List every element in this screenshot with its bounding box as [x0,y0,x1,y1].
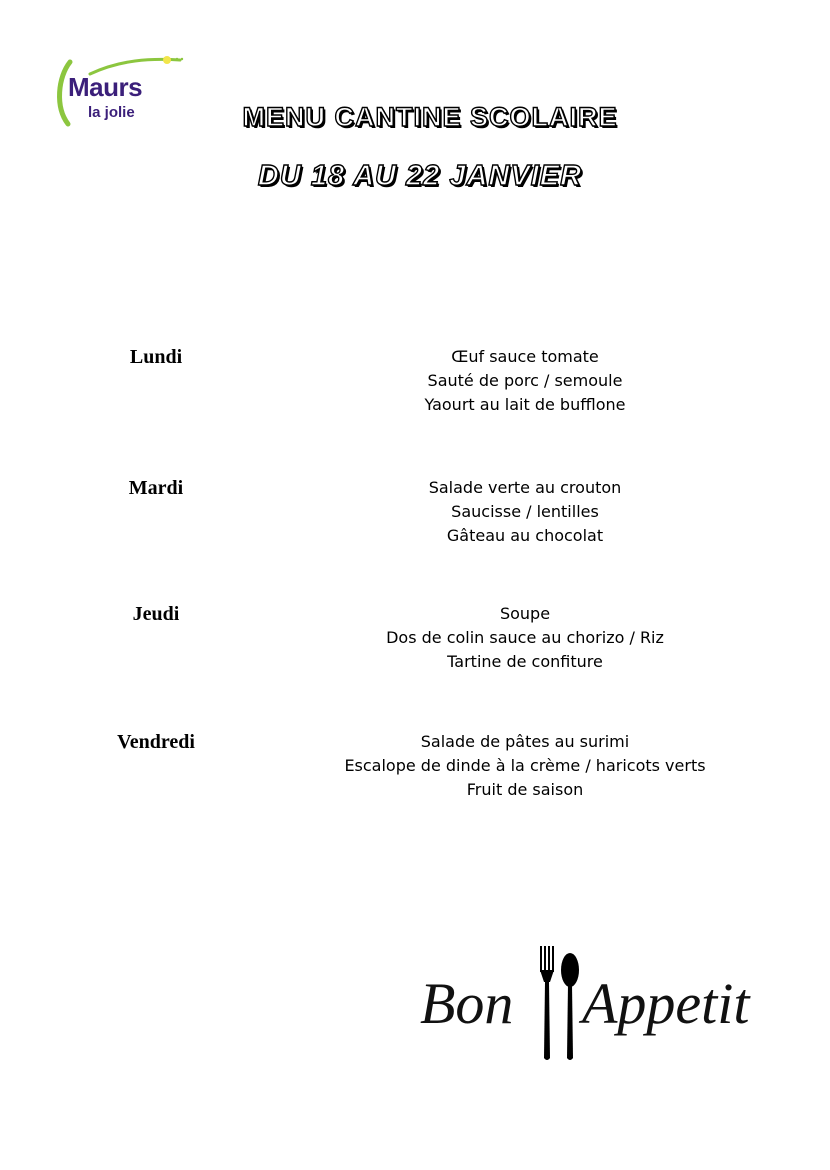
dish: Saucisse / lentilles [451,502,599,521]
day-label-lundi: Lundi [129,346,183,368]
dish: Salade de pâtes au surimi [420,732,630,751]
logo-text-main: Maurs [68,72,143,102]
dishes-mardi [320,476,730,548]
bon-word: Bon [420,971,514,1036]
bon-appetit-graphic [410,940,790,1070]
logo-text-sub: la jolie [88,104,135,121]
dish: Yaourt au lait de bufflone [424,395,626,414]
day-label-jeudi: Jeudi [132,603,180,625]
dish: Dos de colin sauce au chorizo / Riz [386,628,664,647]
appetit-word: Appetit [582,971,750,1036]
dish: Escalope de dinde à la crème / haricots verts [344,756,706,775]
dishes-vendredi [320,730,730,802]
dishes-jeudi [320,602,730,674]
dish: Œuf sauce tomate [451,347,599,366]
dish: Sauté de porc / semoule [427,371,623,390]
dish: Gâteau au chocolat [446,526,604,545]
dish: Fruit de saison [466,780,584,799]
dish: Tartine de confiture [447,652,603,671]
dish: Soupe [499,604,551,623]
day-label-mardi: Mardi [128,477,184,499]
fork-spoon-icon [530,940,590,1065]
dishes-lundi [320,345,730,417]
menu-title: MENU CANTINE SCOLAIRE [242,102,618,132]
dish: Salade verte au crouton [428,478,622,497]
day-label-vendredi: Vendredi [117,731,195,753]
menu-date-range: DU 18 AU 22 JANVIER [257,160,583,192]
